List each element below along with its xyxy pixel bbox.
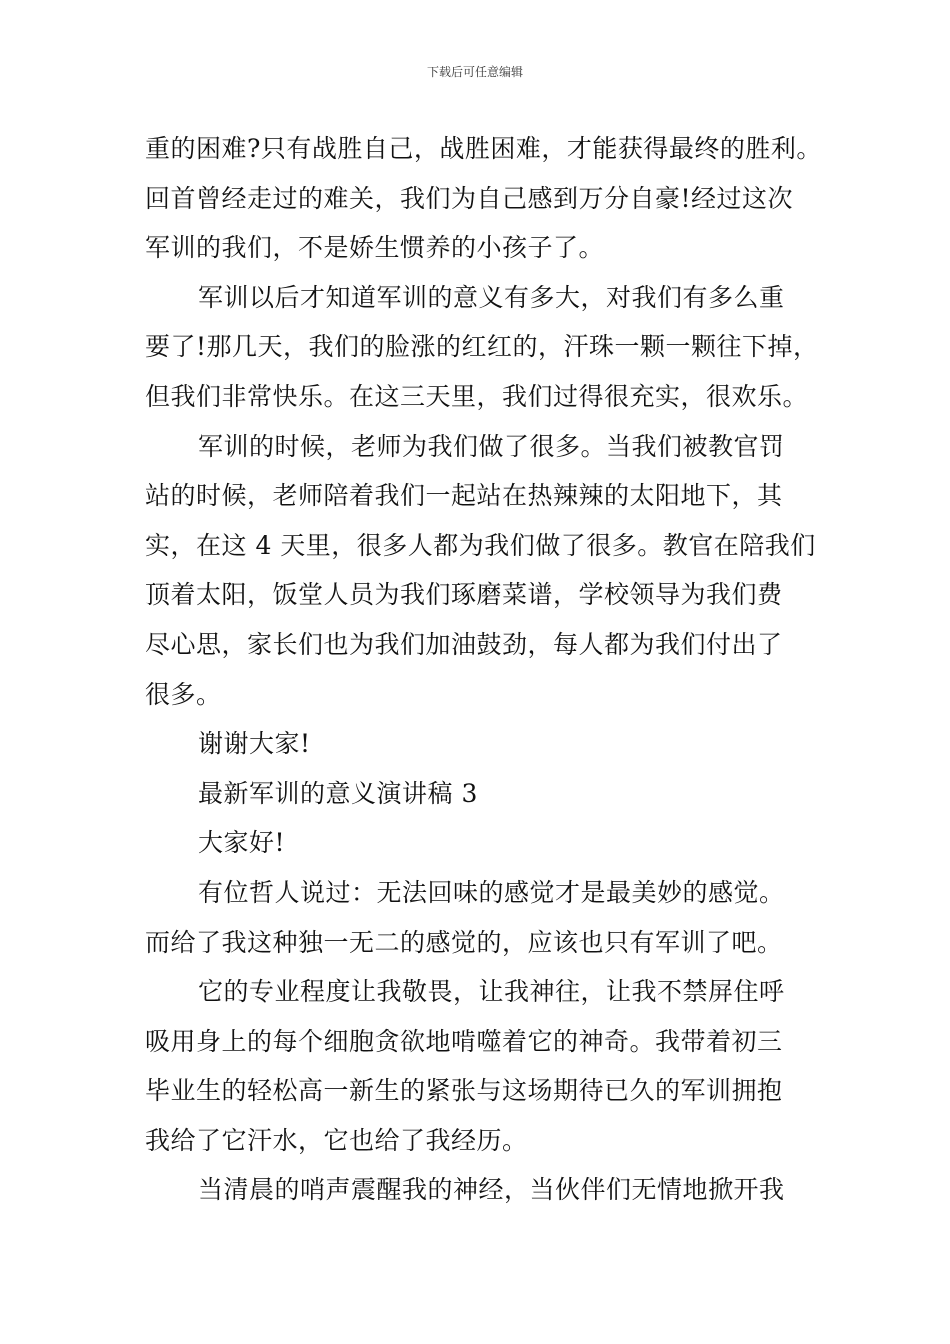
text-line: 吸用身上的每个细胞贪欲地啃噬着它的神奇。我带着初三 [145,1026,783,1056]
text-line: 军训的我们，不是娇生惯养的小孩子了。 [145,233,605,263]
text-line: 实，在这 4 天里，很多人都为我们做了很多。教官在陪我们 [145,530,816,560]
text-line: 我给了它汗水，它也给了我经历。 [145,1125,528,1155]
document-body [145,124,835,1215]
text-line: 毕业生的轻松高一新生的紧张与这场期待已久的军训拥抱 [145,1076,783,1106]
text-line: 谢谢大家! [198,729,311,759]
text-line: 最新军训的意义演讲稿 3 [198,778,478,808]
text-line: 它的专业程度让我敬畏，让我神往，让我不禁屏住呼 [198,977,785,1007]
text-line: 尽心思，家长们也为我们加油鼓劲，每人都为我们付出了 [145,629,783,659]
text-line: 有位哲人说过：无法回味的感觉才是最美妙的感觉。 [198,877,785,907]
text-line: 但我们非常快乐。在这三天里，我们过得很充实，很欢乐。 [145,381,809,411]
text-line: 很多。 [145,679,222,709]
text-line: 当清晨的哨声震醒我的神经，当伙伴们无情地掀开我 [198,1175,785,1205]
text-line: 重的困难?只有战胜自己，战胜困难，才能获得最终的胜利。 [145,134,822,163]
text-line: 站的时候，老师陪着我们一起站在热辣辣的太阳地下，其 [145,481,783,511]
text-line: 回首曾经走过的难关，我们为自己感到万分自豪!经过这次 [145,183,794,213]
text-line: 大家好! [198,828,286,858]
text-line: 军训的时候，老师为我们做了很多。当我们被教官罚 [198,431,785,461]
text-line: 军训以后才知道军训的意义有多大，对我们有多么重 [198,282,785,312]
text-line: 而给了我这种独一无二的感觉的，应该也只有军训了吧。 [145,927,783,957]
text-line: 要了!那几天，我们的脸涨的红红的，汗珠一颗一颗往下掉， [145,332,819,362]
text-line: 顶着太阳，饭堂人员为我们琢磨菜谱，学校领导为我们费 [145,580,783,610]
page-header: 下载后可任意编辑 [426,65,523,79]
